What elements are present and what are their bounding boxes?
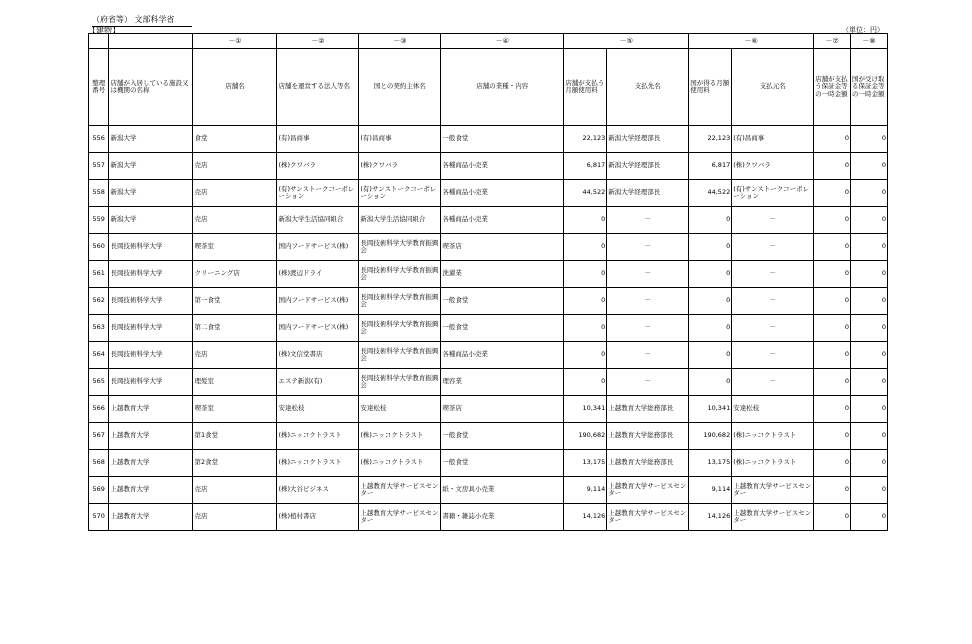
table-row [89, 369, 888, 396]
monthly-income-cell: 22,123 [689, 126, 732, 153]
row-id: 564 [89, 342, 109, 369]
payer-cell: 上越教育大学サービスセンター [732, 504, 814, 531]
monthly-income-cell: 0 [689, 207, 732, 234]
table-row [89, 234, 888, 261]
row-id: 569 [89, 477, 109, 504]
payee-cell: 上越教育大学サービスセンター [607, 504, 689, 531]
header-monthly-fee: 店舗が支払う月額使用料 [564, 49, 607, 126]
column-number: －⑦ [814, 34, 851, 49]
deposit-paid-cell: 0 [814, 261, 851, 288]
deposit-paid-cell: 0 [814, 423, 851, 450]
payer-cell: － [732, 288, 814, 315]
facility-cell: 長岡技術科学大学 [109, 288, 193, 315]
monthly-income-cell: 0 [689, 234, 732, 261]
payee-cell: 新潟大学経理部長 [607, 126, 689, 153]
monthly-fee-cell: 13,175 [564, 450, 607, 477]
payee-cell: － [607, 234, 689, 261]
payer-cell: － [732, 261, 814, 288]
facility-cell: 上越教育大学 [109, 423, 193, 450]
row-id: 558 [89, 180, 109, 207]
operator-cell: (株)ニッコクトラスト [277, 423, 359, 450]
operator-cell: (株)渡辺ドライ [277, 261, 359, 288]
store-cell: 売店 [193, 504, 277, 531]
monthly-fee-cell: 0 [564, 234, 607, 261]
payee-cell: － [607, 207, 689, 234]
business-cell: 一般食堂 [441, 423, 564, 450]
monthly-fee-cell: 10,341 [564, 396, 607, 423]
payee-cell: 上越教育大学総務部長 [607, 396, 689, 423]
deposit-paid-cell: 0 [814, 180, 851, 207]
row-id: 559 [89, 207, 109, 234]
deposit-received-cell: 0 [851, 504, 888, 531]
deposit-paid-cell: 0 [814, 369, 851, 396]
contract-cell: 長岡技術科学大学教育振興会 [359, 261, 441, 288]
row-id: 567 [89, 423, 109, 450]
table-row [89, 477, 888, 504]
unit-label: （単位：円） [842, 26, 884, 34]
table-row [89, 207, 888, 234]
monthly-income-cell: 10,341 [689, 396, 732, 423]
operator-cell: (株)大谷ビジネス [277, 477, 359, 504]
store-cell: 売店 [193, 477, 277, 504]
blank-header-cell [109, 34, 193, 49]
header-payer: 支払元名 [732, 49, 814, 126]
deposit-received-cell: 0 [851, 126, 888, 153]
section-label: 【建物】 [88, 26, 120, 35]
monthly-fee-cell: 0 [564, 342, 607, 369]
operator-cell: 国内フードサービス(株) [277, 315, 359, 342]
payer-cell: 安達松枝 [732, 396, 814, 423]
monthly-fee-cell: 6,817 [564, 153, 607, 180]
table-row [89, 504, 888, 531]
deposit-received-cell: 0 [851, 261, 888, 288]
monthly-income-cell: 0 [689, 369, 732, 396]
ministry-label: （府省等） 文部科学省 [92, 14, 192, 27]
business-cell: 各種商品小売業 [441, 153, 564, 180]
contract-cell: 長岡技術科学大学教育振興会 [359, 315, 441, 342]
row-id: 560 [89, 234, 109, 261]
deposit-received-cell: 0 [851, 288, 888, 315]
header-deposit-paid: 店舗が支払う保証金等の一時金額 [814, 49, 851, 126]
monthly-fee-cell: 0 [564, 261, 607, 288]
facility-cell: 長岡技術科学大学 [109, 369, 193, 396]
table-row [89, 180, 888, 207]
payee-cell: 上越教育大学総務部長 [607, 423, 689, 450]
column-number: －③ [359, 34, 441, 49]
monthly-fee-cell: 0 [564, 369, 607, 396]
monthly-fee-cell: 44,522 [564, 180, 607, 207]
table-row [89, 396, 888, 423]
facility-cell: 新潟大学 [109, 207, 193, 234]
contract-cell: 新潟大学生活協同組合 [359, 207, 441, 234]
payer-cell: － [732, 315, 814, 342]
header-facility: 店舗が入居している施設又は機関の名称 [109, 49, 193, 126]
facility-cell: 上越教育大学 [109, 477, 193, 504]
business-cell: 喫茶店 [441, 396, 564, 423]
deposit-paid-cell: 0 [814, 504, 851, 531]
payer-cell: (有)サンストークコーポレーション [732, 180, 814, 207]
header-id: 整理番号 [89, 49, 109, 126]
row-id: 570 [89, 504, 109, 531]
business-cell: 洗濯業 [441, 261, 564, 288]
business-cell: 理容業 [441, 369, 564, 396]
store-cell: 喫茶室 [193, 396, 277, 423]
business-cell: 喫茶店 [441, 234, 564, 261]
monthly-income-cell: 0 [689, 261, 732, 288]
deposit-paid-cell: 0 [814, 450, 851, 477]
deposit-paid-cell: 0 [814, 396, 851, 423]
payee-cell: － [607, 369, 689, 396]
table-row [89, 288, 888, 315]
deposit-paid-cell: 0 [814, 234, 851, 261]
deposit-paid-cell: 0 [814, 207, 851, 234]
blank-header-cell [89, 34, 109, 49]
table-row [89, 261, 888, 288]
operator-cell: 安達松枝 [277, 396, 359, 423]
operator-cell: (株)植村書店 [277, 504, 359, 531]
row-id: 566 [89, 396, 109, 423]
payer-cell: － [732, 234, 814, 261]
store-cell: 売店 [193, 153, 277, 180]
column-number: －⑤ [564, 34, 689, 49]
header-contract: 国との契約主体名 [359, 49, 441, 126]
contract-cell: 長岡技術科学大学教育振興会 [359, 342, 441, 369]
contract-cell: 長岡技術科学大学教育振興会 [359, 369, 441, 396]
monthly-fee-cell: 0 [564, 315, 607, 342]
facility-cell: 長岡技術科学大学 [109, 315, 193, 342]
contract-cell: 安達松枝 [359, 396, 441, 423]
contract-cell: (有)サンストークコーポレーション [359, 180, 441, 207]
contract-cell: 長岡技術科学大学教育振興会 [359, 234, 441, 261]
table-row [89, 126, 888, 153]
contract-cell: 長岡技術科学大学教育振興会 [359, 288, 441, 315]
table-row [89, 315, 888, 342]
deposit-paid-cell: 0 [814, 315, 851, 342]
monthly-income-cell: 13,175 [689, 450, 732, 477]
column-number: －⑥ [689, 34, 814, 49]
store-cell: 売店 [193, 180, 277, 207]
operator-cell: (有)昌商事 [277, 126, 359, 153]
facility-cell: 新潟大学 [109, 180, 193, 207]
column-number: －⑧ [851, 34, 888, 49]
facility-cell: 新潟大学 [109, 126, 193, 153]
deposit-paid-cell: 0 [814, 153, 851, 180]
monthly-income-cell: 14,126 [689, 504, 732, 531]
monthly-income-cell: 0 [689, 315, 732, 342]
deposit-received-cell: 0 [851, 153, 888, 180]
deposit-received-cell: 0 [851, 315, 888, 342]
store-cell: クリーニング店 [193, 261, 277, 288]
facility-cell: 上越教育大学 [109, 504, 193, 531]
operator-cell: (株)文信堂書店 [277, 342, 359, 369]
deposit-paid-cell: 0 [814, 477, 851, 504]
row-id: 557 [89, 153, 109, 180]
store-cell: 第二食堂 [193, 315, 277, 342]
operator-cell: (株)ニッコクトラスト [277, 450, 359, 477]
facility-cell: 長岡技術科学大学 [109, 342, 193, 369]
contract-cell: (株)クワバラ [359, 153, 441, 180]
store-cell: 喫茶室 [193, 234, 277, 261]
row-id: 568 [89, 450, 109, 477]
deposit-received-cell: 0 [851, 477, 888, 504]
row-id: 563 [89, 315, 109, 342]
facility-cell: 上越教育大学 [109, 450, 193, 477]
monthly-income-cell: 9,114 [689, 477, 732, 504]
deposit-received-cell: 0 [851, 234, 888, 261]
monthly-fee-cell: 22,123 [564, 126, 607, 153]
operator-cell: 国内フードサービス(株) [277, 234, 359, 261]
deposit-received-cell: 0 [851, 180, 888, 207]
business-cell: 一般食堂 [441, 450, 564, 477]
payee-cell: 上越教育大学サービスセンター [607, 477, 689, 504]
monthly-fee-cell: 190,682 [564, 423, 607, 450]
deposit-received-cell: 0 [851, 423, 888, 450]
deposit-received-cell: 0 [851, 342, 888, 369]
monthly-fee-cell: 0 [564, 207, 607, 234]
operator-cell: 国内フードサービス(株) [277, 288, 359, 315]
table-body [89, 126, 888, 531]
payer-cell: (有)昌商事 [732, 126, 814, 153]
header-deposit-received: 国が受け取る保証金等の一時金額 [851, 49, 888, 126]
store-cell: 理髪室 [193, 369, 277, 396]
header-payee: 支払先名 [607, 49, 689, 126]
payer-cell: － [732, 207, 814, 234]
monthly-income-cell: 44,522 [689, 180, 732, 207]
operator-cell: 新潟大学生活協同組合 [277, 207, 359, 234]
operator-cell: エステ新潟(有) [277, 369, 359, 396]
contract-cell: (株)ニッコクトラスト [359, 450, 441, 477]
payer-cell: (株)ニッコクトラスト [732, 423, 814, 450]
row-id: 565 [89, 369, 109, 396]
deposit-received-cell: 0 [851, 207, 888, 234]
monthly-income-cell: 190,682 [689, 423, 732, 450]
payee-cell: － [607, 315, 689, 342]
business-cell: 各種商品小売業 [441, 207, 564, 234]
payer-cell: (株)ニッコクトラスト [732, 450, 814, 477]
store-cell: 売店 [193, 342, 277, 369]
monthly-fee-cell: 14,126 [564, 504, 607, 531]
deposit-received-cell: 0 [851, 369, 888, 396]
business-cell: 一般食堂 [441, 288, 564, 315]
table-row [89, 423, 888, 450]
payer-cell: 上越教育大学サービスセンター [732, 477, 814, 504]
contract-cell: 上越教育大学サービスセンター [359, 477, 441, 504]
facility-cell: 新潟大学 [109, 153, 193, 180]
contract-cell: (有)昌商事 [359, 126, 441, 153]
business-cell: 各種商品小売業 [441, 180, 564, 207]
payer-cell: － [732, 369, 814, 396]
column-label-row [89, 49, 888, 126]
table-row [89, 450, 888, 477]
deposit-paid-cell: 0 [814, 342, 851, 369]
table-row [89, 342, 888, 369]
operator-cell: (株)クワバラ [277, 153, 359, 180]
column-number: －④ [441, 34, 564, 49]
payee-cell: 新潟大学経理部長 [607, 153, 689, 180]
payee-cell: 上越教育大学総務部長 [607, 450, 689, 477]
monthly-income-cell: 6,817 [689, 153, 732, 180]
payee-cell: － [607, 342, 689, 369]
facility-cell: 上越教育大学 [109, 396, 193, 423]
store-cell: 売店 [193, 207, 277, 234]
contract-cell: 上越教育大学サービスセンター [359, 504, 441, 531]
operator-cell: (有)サンストークコーポレーション [277, 180, 359, 207]
monthly-fee-cell: 9,114 [564, 477, 607, 504]
header-store: 店舗名 [193, 49, 277, 126]
monthly-income-cell: 0 [689, 288, 732, 315]
facility-cell: 長岡技術科学大学 [109, 261, 193, 288]
column-number: －① [193, 34, 277, 49]
header-monthly-income: 国が得る月額使用料 [689, 49, 732, 126]
column-number: －② [277, 34, 359, 49]
deposit-paid-cell: 0 [814, 288, 851, 315]
payee-cell: － [607, 288, 689, 315]
store-cell: 第1食堂 [193, 423, 277, 450]
business-cell: 一般食堂 [441, 315, 564, 342]
payer-cell: － [732, 342, 814, 369]
deposit-paid-cell: 0 [814, 126, 851, 153]
facility-cell: 長岡技術科学大学 [109, 234, 193, 261]
deposit-received-cell: 0 [851, 450, 888, 477]
business-cell: 紙・文房具小売業 [441, 477, 564, 504]
store-cell: 第2食堂 [193, 450, 277, 477]
store-cell: 食堂 [193, 126, 277, 153]
store-cell: 第一食堂 [193, 288, 277, 315]
payee-cell: － [607, 261, 689, 288]
monthly-fee-cell: 0 [564, 288, 607, 315]
column-number-row [89, 34, 888, 49]
deposit-received-cell: 0 [851, 396, 888, 423]
header-operator: 店舗を運営する法人等名 [277, 49, 359, 126]
business-cell: 書籍・雑誌小売業 [441, 504, 564, 531]
monthly-income-cell: 0 [689, 342, 732, 369]
payer-cell: (株)クワバラ [732, 153, 814, 180]
business-cell: 各種商品小売業 [441, 342, 564, 369]
business-cell: 一般食堂 [441, 126, 564, 153]
row-id: 561 [89, 261, 109, 288]
table-row [89, 153, 888, 180]
contract-cell: (株)ニッコクトラスト [359, 423, 441, 450]
stores-table [88, 33, 888, 531]
payee-cell: 新潟大学経理部長 [607, 180, 689, 207]
header-business: 店舗の業種・内容 [441, 49, 564, 126]
row-id: 556 [89, 126, 109, 153]
row-id: 562 [89, 288, 109, 315]
